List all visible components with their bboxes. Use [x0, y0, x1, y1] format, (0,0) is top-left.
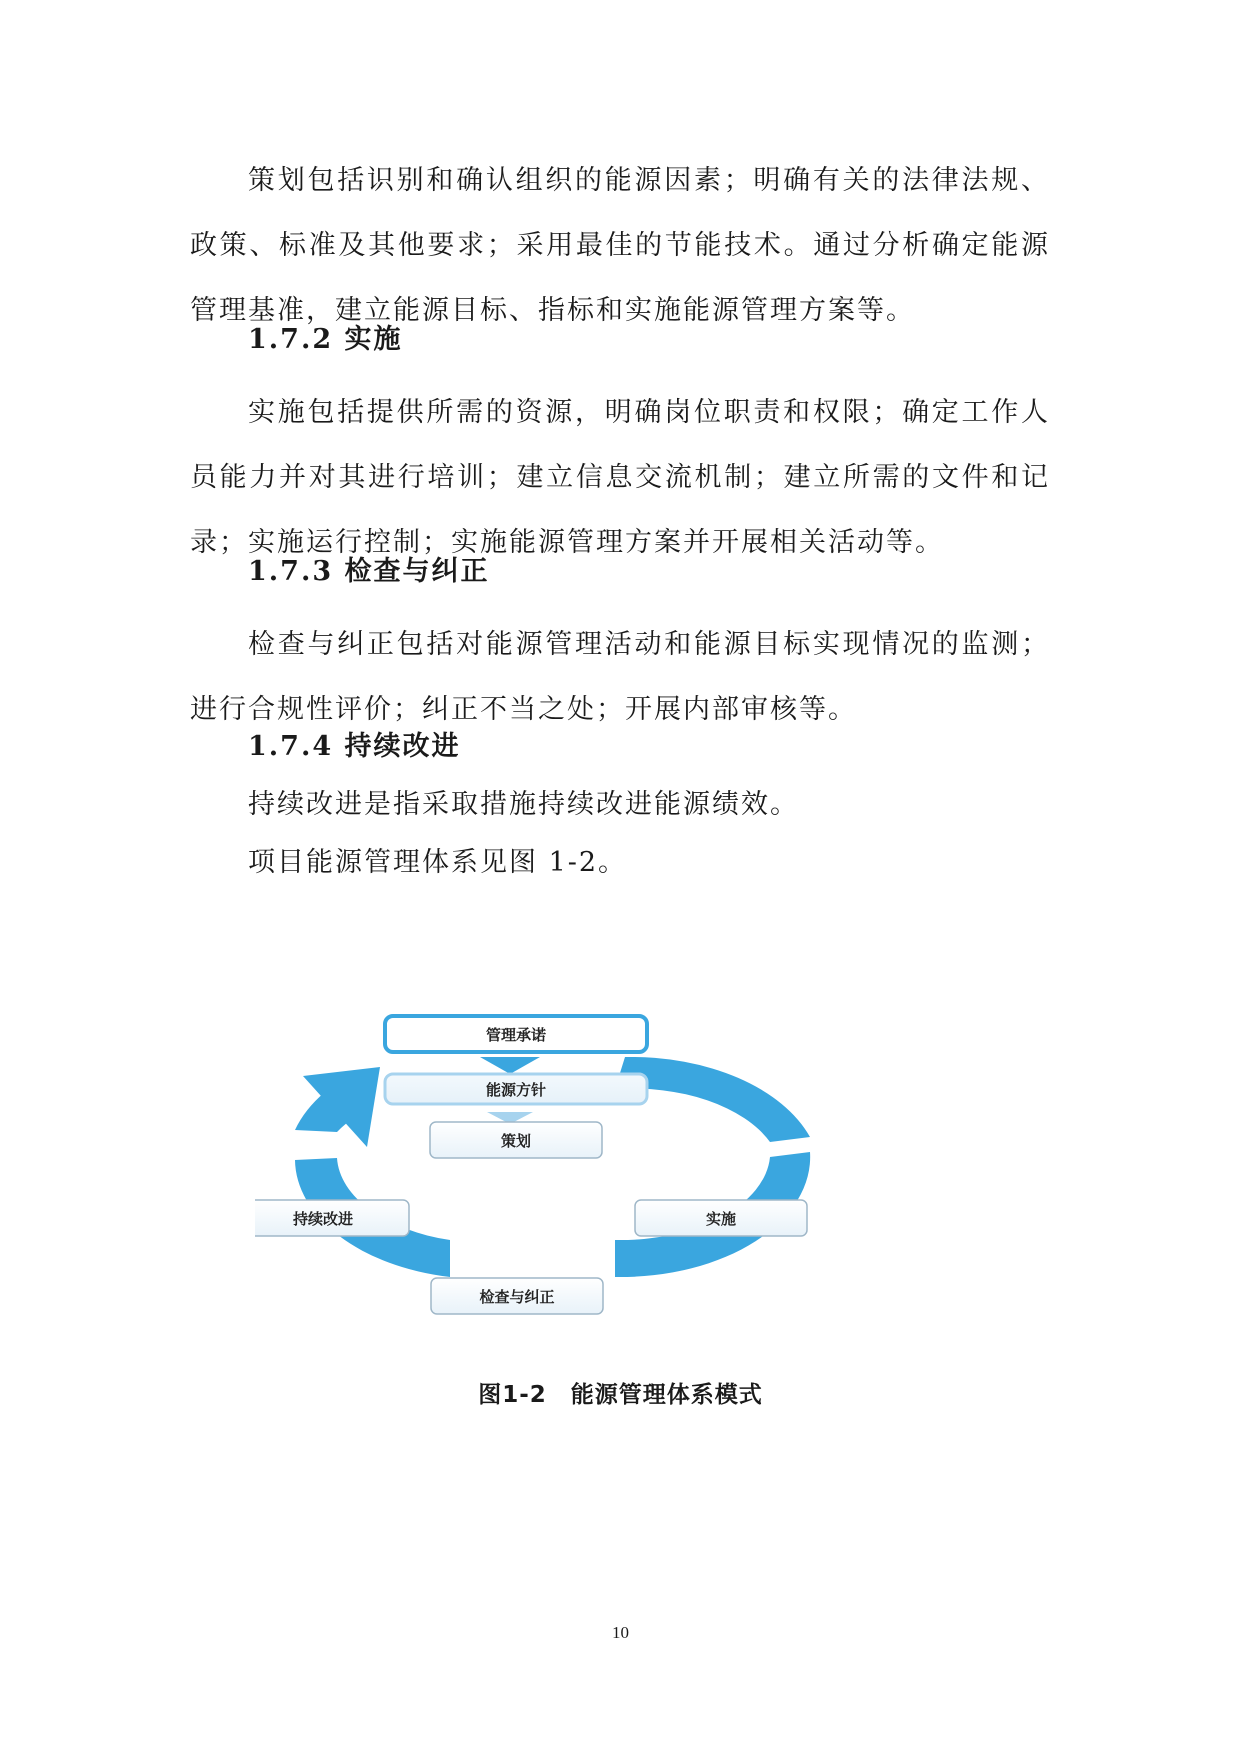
heading-1-7-2: 1.7.2 实施 — [248, 324, 403, 355]
box-policy-label: 能源方针 — [485, 1081, 547, 1099]
box-commitment — [385, 1016, 647, 1052]
box-commitment-label: 管理承诺 — [485, 1026, 547, 1044]
heading-1-7-4: 1.7.4 持续改进 — [248, 731, 461, 762]
box-implement — [635, 1200, 807, 1236]
down-arrow-icon — [480, 1057, 540, 1074]
paragraph-figure-ref: 项目能源管理体系见图 1-2。 — [248, 847, 628, 878]
box-implement-label: 实施 — [705, 1210, 737, 1228]
heading-1-7-3: 1.7.3 检查与纠正 — [248, 556, 490, 587]
page-number: 10 — [612, 1623, 629, 1642]
box-policy — [385, 1074, 647, 1104]
box-improve — [255, 1200, 409, 1236]
box-check — [431, 1278, 603, 1314]
paragraph-implement: 实施包括提供所需的资源，明确岗位职责和权限；确定工作人员能力并对其进行培训；建立信息交流机制；建立所需的文件和记录；实施运行控制；实施能源管理方案并开展相关活动等。 — [190, 397, 1050, 558]
box-plan-label: 策划 — [500, 1132, 532, 1150]
paragraph-check: 检查与纠正包括对能源管理活动和能源目标实现情况的监测；进行合规性评价；纠正不当之处；开展内部审核等。 — [190, 629, 1050, 725]
figure-caption: 图1-2 能源管理体系模式 — [478, 1382, 763, 1408]
box-check-label: 检查与纠正 — [479, 1288, 555, 1306]
paragraph-improve: 持续改进是指采取措施持续改进能源绩效。 — [248, 789, 799, 820]
box-improve-label: 持续改进 — [292, 1210, 354, 1228]
energy-management-diagram — [255, 1012, 905, 1352]
box-plan — [430, 1122, 602, 1158]
paragraph-plan: 策划包括识别和确认组织的能源因素；明确有关的法律法规、政策、标准及其他要求；采用最佳的节能技术。通过分析确定能源管理基准，建立能源目标、指标和实施能源管理方案等。 — [190, 165, 1050, 326]
